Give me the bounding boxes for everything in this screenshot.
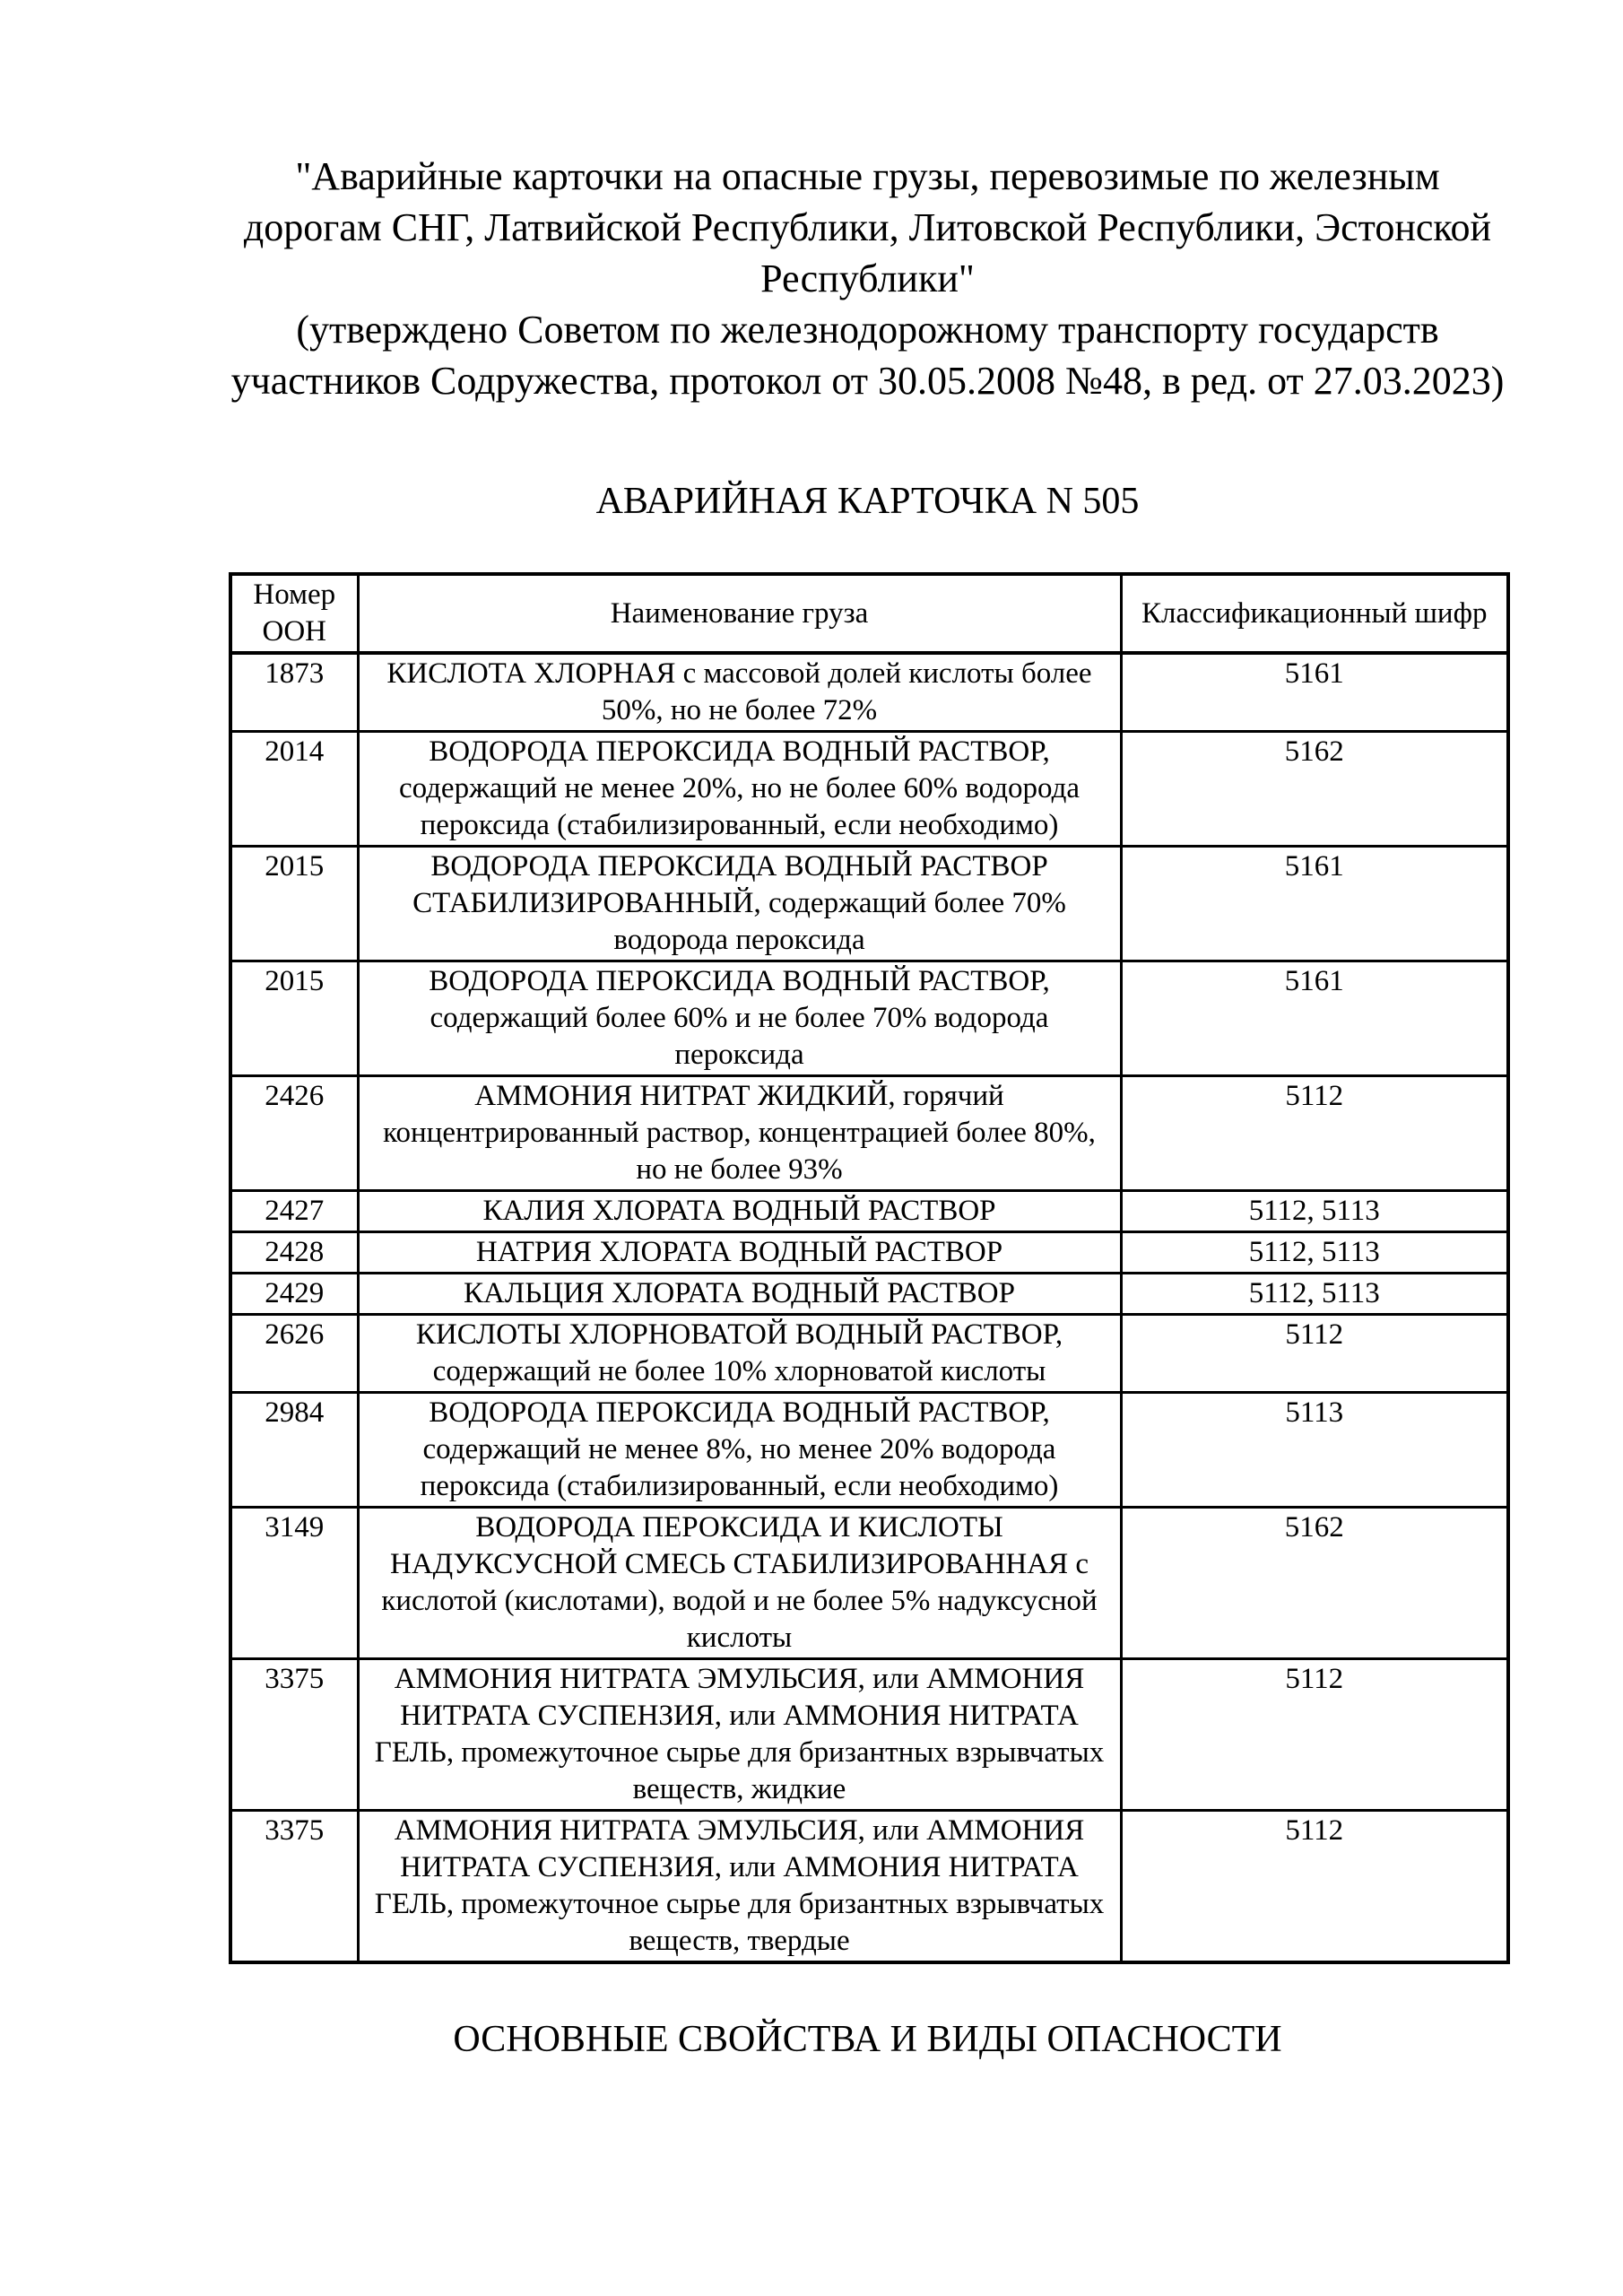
classification-code-cell: 5161 (1121, 653, 1508, 732)
column-header-cargo-name: Наименование груза (358, 574, 1121, 653)
cargo-name-cell: КАЛИЯ ХЛОРАТА ВОДНЫЙ РАСТВОР (358, 1191, 1121, 1232)
cargo-table (229, 572, 1510, 1964)
table-row (230, 1315, 1508, 1393)
classification-code-cell: 5162 (1121, 732, 1508, 847)
classification-code-cell: 5161 (1121, 961, 1508, 1076)
cargo-name-cell: КАЛЬЦИЯ ХЛОРАТА ВОДНЫЙ РАСТВОР (358, 1274, 1121, 1315)
column-header-un-number: Номер ООН (230, 574, 358, 653)
section-heading-main-properties: ОСНОВНЫЕ СВОЙСТВА И ВИДЫ ОПАСНОСТИ (453, 2019, 1282, 2060)
document-approval-note: (утверждено Советом по железнодорожному транспорту государств участников Содружества, протокол от 30.05.2008 №48, в ред. от 27.03.2023) (230, 308, 1505, 403)
un-number-cell: 2014 (230, 732, 358, 847)
cargo-name-cell: КИСЛОТА ХЛОРНАЯ с массовой долей кислоты более 50%, но не более 72% (358, 653, 1121, 732)
classification-code-cell: 5161 (1121, 847, 1508, 961)
table-row (230, 1232, 1508, 1274)
cargo-name-cell: КИСЛОТЫ ХЛОРНОВАТОЙ ВОДНЫЙ РАСТВОР, содержащий не более 10% хлорноватой кислоты (358, 1315, 1121, 1393)
header-row (230, 574, 1508, 653)
un-number-cell: 2427 (230, 1191, 358, 1232)
cargo-name-cell: ВОДОРОДА ПЕРОКСИДА ВОДНЫЙ РАСТВОР, содержащий не менее 20%, но не более 60% водорода пероксида (стабилизированный, если необходимо) (358, 732, 1121, 847)
table-row (230, 1393, 1508, 1508)
cargo-table-header (230, 574, 1508, 653)
classification-code-cell: 5112 (1121, 1076, 1508, 1191)
un-number-cell: 2429 (230, 1274, 358, 1315)
table-row (230, 847, 1508, 961)
un-number-cell: 3375 (230, 1811, 358, 1963)
classification-code-cell: 5112, 5113 (1121, 1274, 1508, 1315)
cargo-name-cell: НАТРИЯ ХЛОРАТА ВОДНЫЙ РАСТВОР (358, 1232, 1121, 1274)
table-row (230, 732, 1508, 847)
un-number-cell: 2426 (230, 1076, 358, 1191)
table-row (230, 1076, 1508, 1191)
classification-code-cell: 5112 (1121, 1659, 1508, 1811)
classification-code-cell: 5113 (1121, 1393, 1508, 1508)
table-row (230, 1811, 1508, 1963)
classification-code-cell: 5112, 5113 (1121, 1191, 1508, 1232)
cargo-name-cell: АММОНИЯ НИТРАТА ЭМУЛЬСИЯ, или АММОНИЯ НИТРАТА СУСПЕНЗИЯ, или АММОНИЯ НИТРАТА ГЕЛЬ, промежуточное сырье для бризантных взрывчатых веществ, жидкие (358, 1659, 1121, 1811)
cargo-name-cell: АММОНИЯ НИТРАТА ЭМУЛЬСИЯ, или АММОНИЯ НИТРАТА СУСПЕНЗИЯ, или АММОНИЯ НИТРАТА ГЕЛЬ, промежуточное сырье для бризантных взрывчатых веществ, твердые (358, 1811, 1121, 1963)
emergency-card-heading: АВАРИЙНАЯ КАРТОЧКА N 505 (595, 481, 1140, 522)
cargo-name-cell: ВОДОРОДА ПЕРОКСИДА ВОДНЫЙ РАСТВОР СТАБИЛИЗИРОВАННЫЙ, содержащий более 70% водорода пероксида (358, 847, 1121, 961)
cargo-name-cell: ВОДОРОДА ПЕРОКСИДА И КИСЛОТЫ НАДУКСУСНОЙ СМЕСЬ СТАБИЛИЗИРОВАННАЯ с кислотой (кислотами), водой и не более 5% надуксусной кислоты (358, 1508, 1121, 1659)
cargo-name-cell: ВОДОРОДА ПЕРОКСИДА ВОДНЫЙ РАСТВОР, содержащий не менее 8%, но менее 20% водорода пероксида (стабилизированный, если необходимо) (358, 1393, 1121, 1508)
table-row (230, 1659, 1508, 1811)
document-title: "Аварийные карточки на опасные грузы, перевозимые по железным дорогам СНГ, Латвийской Республики, Литовской Республики, Эстонской Республики" (243, 154, 1492, 300)
table-row (230, 1508, 1508, 1659)
column-header-classification-code: Классификационный шифр (1121, 574, 1508, 653)
table-row (230, 1274, 1508, 1315)
classification-code-cell: 5162 (1121, 1508, 1508, 1659)
un-number-cell: 2015 (230, 961, 358, 1076)
un-number-cell: 2626 (230, 1315, 358, 1393)
un-number-cell: 2428 (230, 1232, 358, 1274)
un-number-cell: 2015 (230, 847, 358, 961)
classification-code-cell: 5112 (1121, 1811, 1508, 1963)
classification-code-cell: 5112 (1121, 1315, 1508, 1393)
un-number-cell: 1873 (230, 653, 358, 732)
un-number-cell: 2984 (230, 1393, 358, 1508)
table-row (230, 653, 1508, 732)
un-number-cell: 3375 (230, 1659, 358, 1811)
table-row (230, 961, 1508, 1076)
cargo-table-body (230, 653, 1508, 1962)
page-content (229, 0, 1506, 2066)
cargo-name-cell: АММОНИЯ НИТРАТ ЖИДКИЙ, горячий концентрированный раствор, концентрацией более 80%, но не более 93% (358, 1076, 1121, 1191)
cargo-name-cell: ВОДОРОДА ПЕРОКСИДА ВОДНЫЙ РАСТВОР, содержащий более 60% и не более 70% водорода пероксида (358, 961, 1121, 1076)
un-number-cell: 3149 (230, 1508, 358, 1659)
classification-code-cell: 5112, 5113 (1121, 1232, 1508, 1274)
table-row (230, 1191, 1508, 1232)
